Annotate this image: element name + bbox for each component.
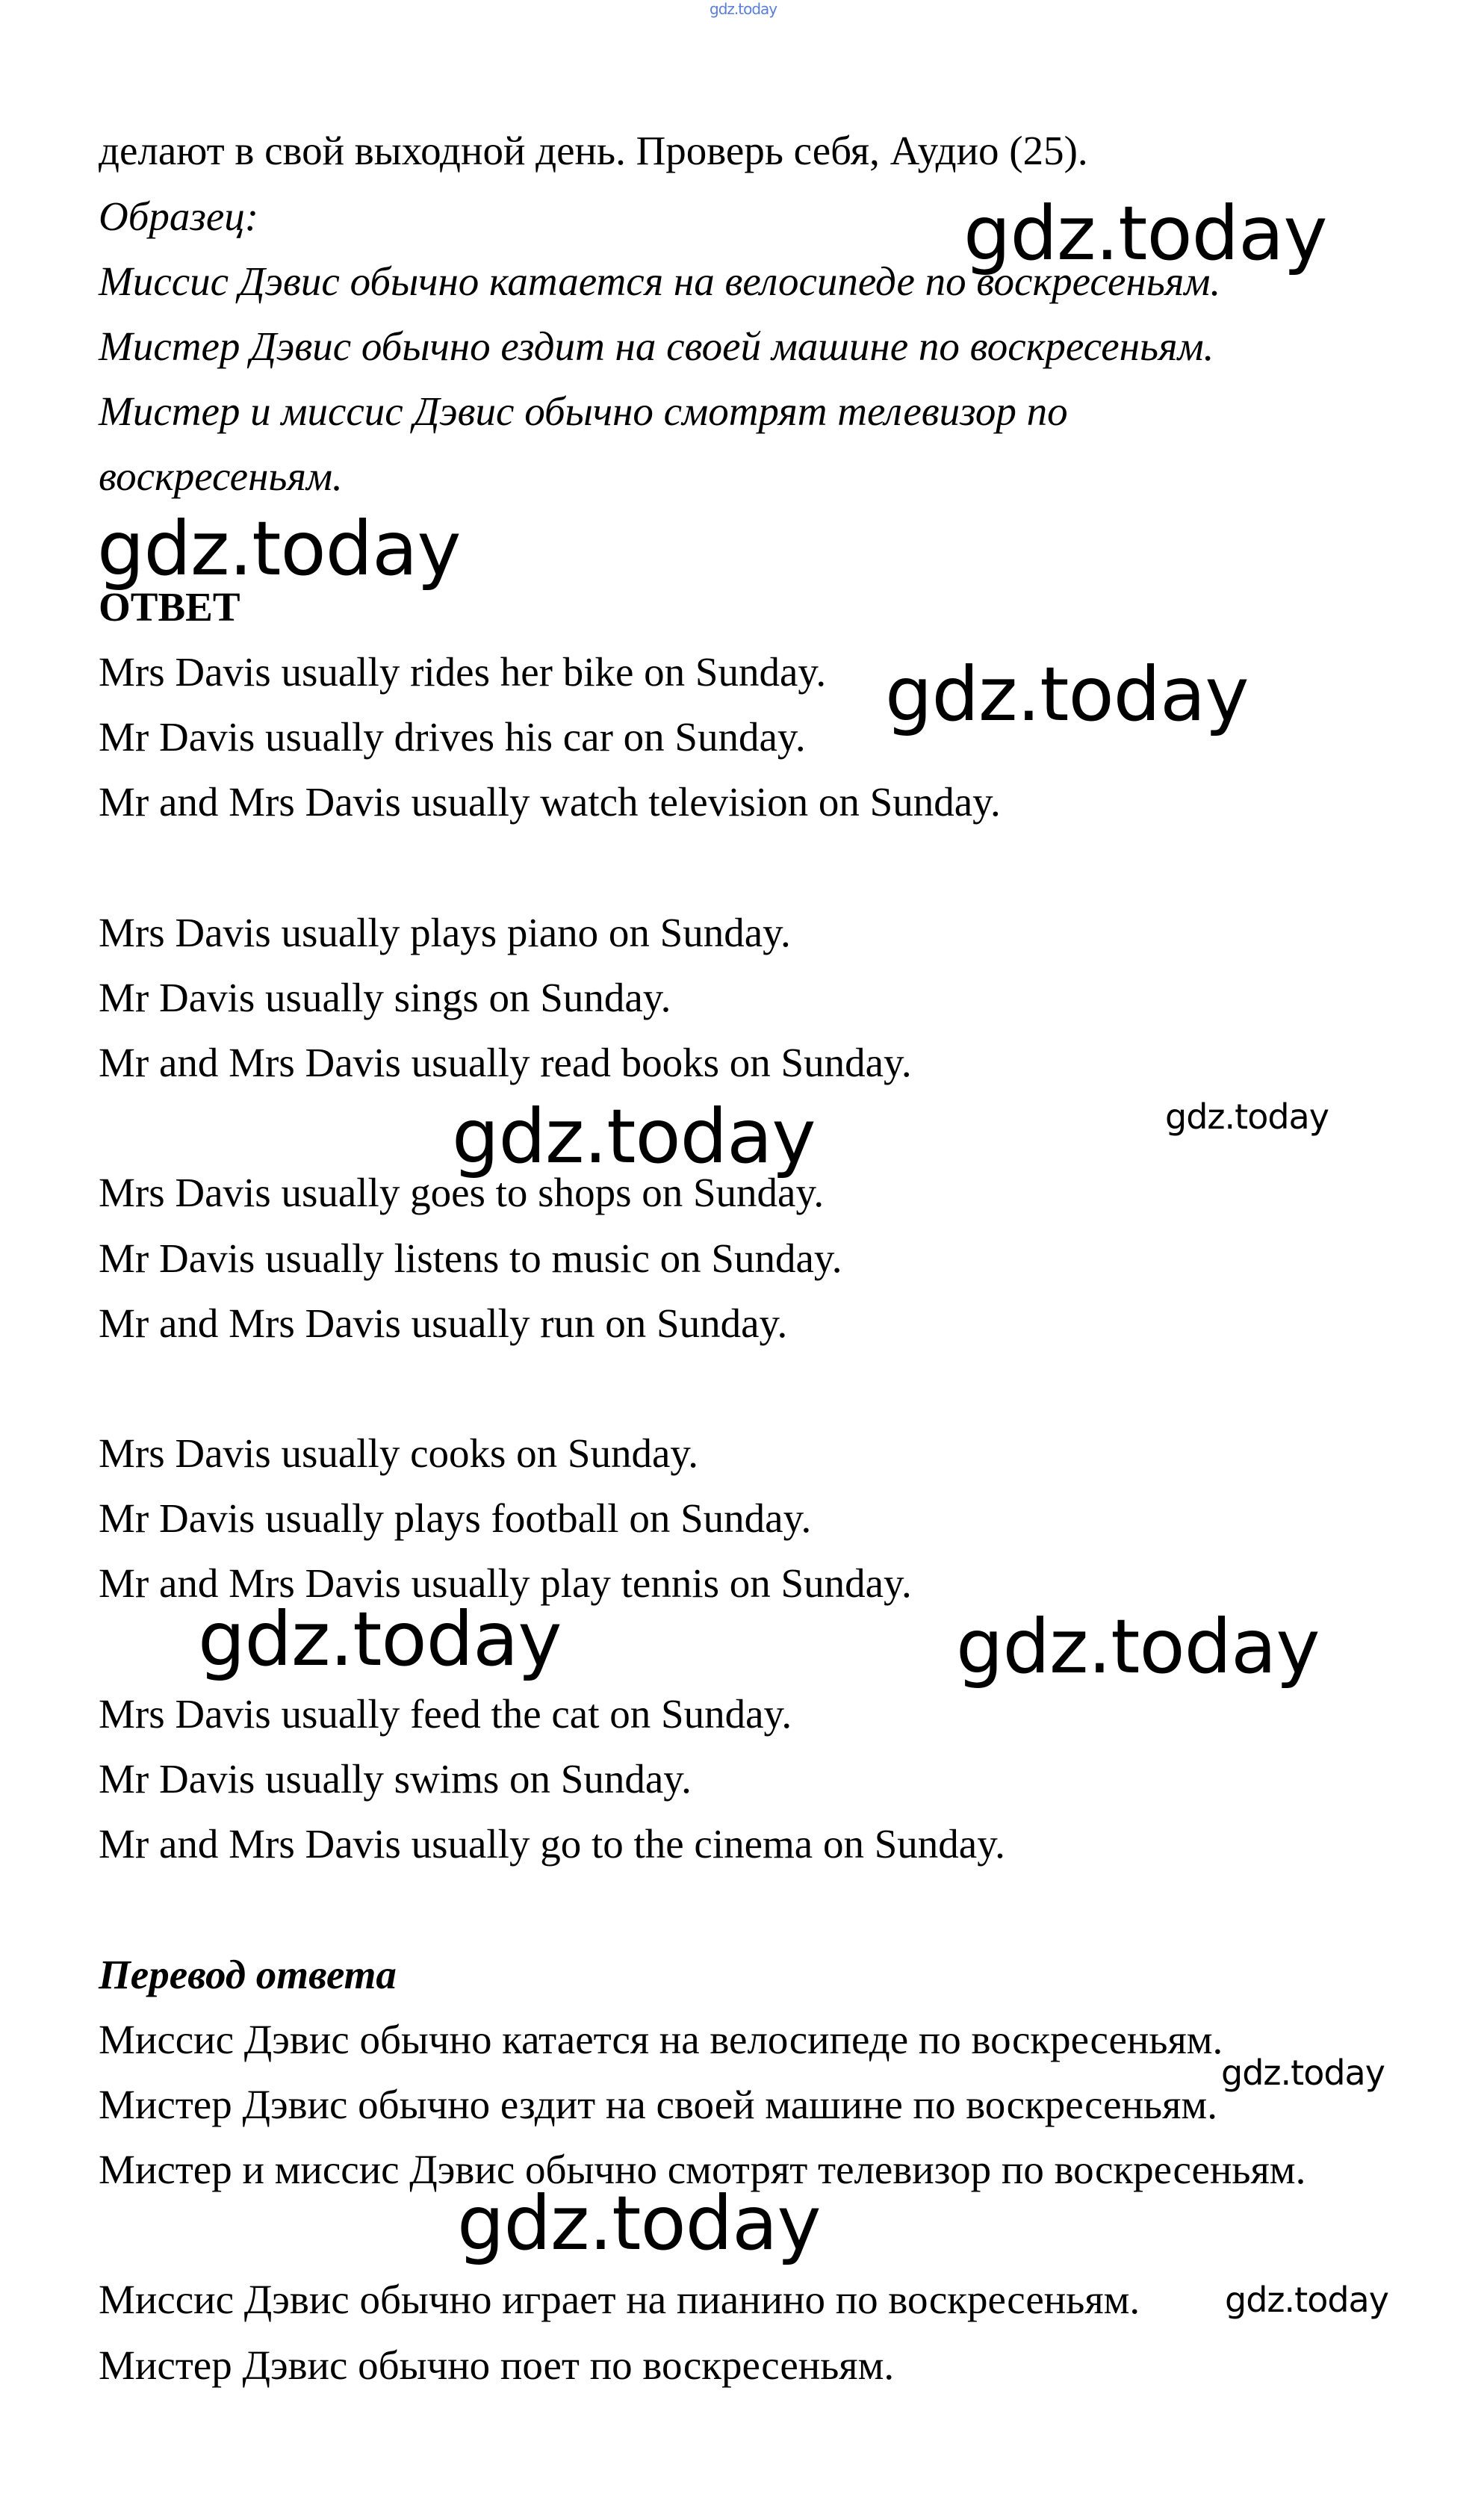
example-line: Мистер Дэвис обычно ездит на своей машине по воскресеньям.	[99, 323, 1214, 369]
translation-line: Миссис Дэвис обычно играет на пианино по воскресеньям.	[99, 2277, 1140, 2322]
answer-line: Mr Davis usually plays football on Sunday.	[99, 1495, 812, 1541]
answer-line: Mrs Davis usually goes to shops on Sunday.	[99, 1170, 825, 1215]
answer-line: Mrs Davis usually rides her bike on Sunday.	[99, 649, 827, 695]
answer-line: Mr and Mrs Davis usually watch television on Sunday.	[99, 779, 1001, 825]
watermark: gdz.today	[452, 1093, 816, 1180]
example-line: Мистер и миссис Дэвис обычно смотрят телевизор по	[99, 388, 1068, 434]
translation-line: Миссис Дэвис обычно катается на велосипеде по воскресеньям.	[99, 2017, 1223, 2062]
example-line: воскресеньям.	[99, 453, 343, 499]
example-line: Миссис Дэвис обычно катается на велосипеде по воскресеньям.	[99, 258, 1221, 304]
watermark: gdz.today	[1165, 1096, 1329, 1137]
answer-line: Mr Davis usually drives his car on Sunday.	[99, 714, 806, 760]
answer-line: Mr Davis usually sings on Sunday.	[99, 975, 671, 1020]
header-watermark: gdz.today	[710, 0, 777, 18]
answer-line: Mr and Mrs Davis usually read books on Sunday.	[99, 1040, 912, 1085]
example-label: Образец:	[99, 193, 259, 239]
translation-line: Мистер Дэвис обычно ездит на своей машине по воскресеньям.	[99, 2082, 1217, 2127]
watermark: gdz.today	[963, 190, 1327, 277]
answer-heading: ОТВЕТ	[99, 584, 240, 630]
answer-line: Mr and Mrs Davis usually run on Sunday.	[99, 1300, 788, 1346]
watermark: gdz.today	[956, 1603, 1320, 1690]
watermark: gdz.today	[97, 505, 461, 592]
watermark: gdz.today	[198, 1595, 562, 1683]
task-tail-text: делают в свой выходной день. Проверь себя, Аудио (25).	[99, 128, 1088, 173]
watermark: gdz.today	[1225, 2280, 1388, 2320]
translation-heading: Перевод ответа	[99, 1952, 397, 1997]
watermark: gdz.today	[457, 2180, 821, 2267]
answer-line: Mrs Davis usually feed the cat on Sunday.	[99, 1691, 792, 1737]
watermark: gdz.today	[885, 651, 1249, 738]
translation-line: Мистер и миссис Дэвис обычно смотрят телевизор по воскресеньям.	[99, 2147, 1306, 2192]
answer-line: Mrs Davis usually plays piano on Sunday.	[99, 910, 791, 955]
watermark: gdz.today	[1221, 2053, 1385, 2093]
answer-line: Mrs Davis usually cooks on Sunday.	[99, 1430, 699, 1476]
translation-line: Мистер Дэвис обычно поет по воскресеньям.	[99, 2342, 895, 2388]
answer-line: Mr and Mrs Davis usually play tennis on Sunday.	[99, 1560, 912, 1606]
answer-line: Mr Davis usually swims on Sunday.	[99, 1756, 692, 1802]
answer-line: Mr Davis usually listens to music on Sunday.	[99, 1235, 842, 1281]
answer-line: Mr and Mrs Davis usually go to the cinema on Sunday.	[99, 1821, 1005, 1867]
